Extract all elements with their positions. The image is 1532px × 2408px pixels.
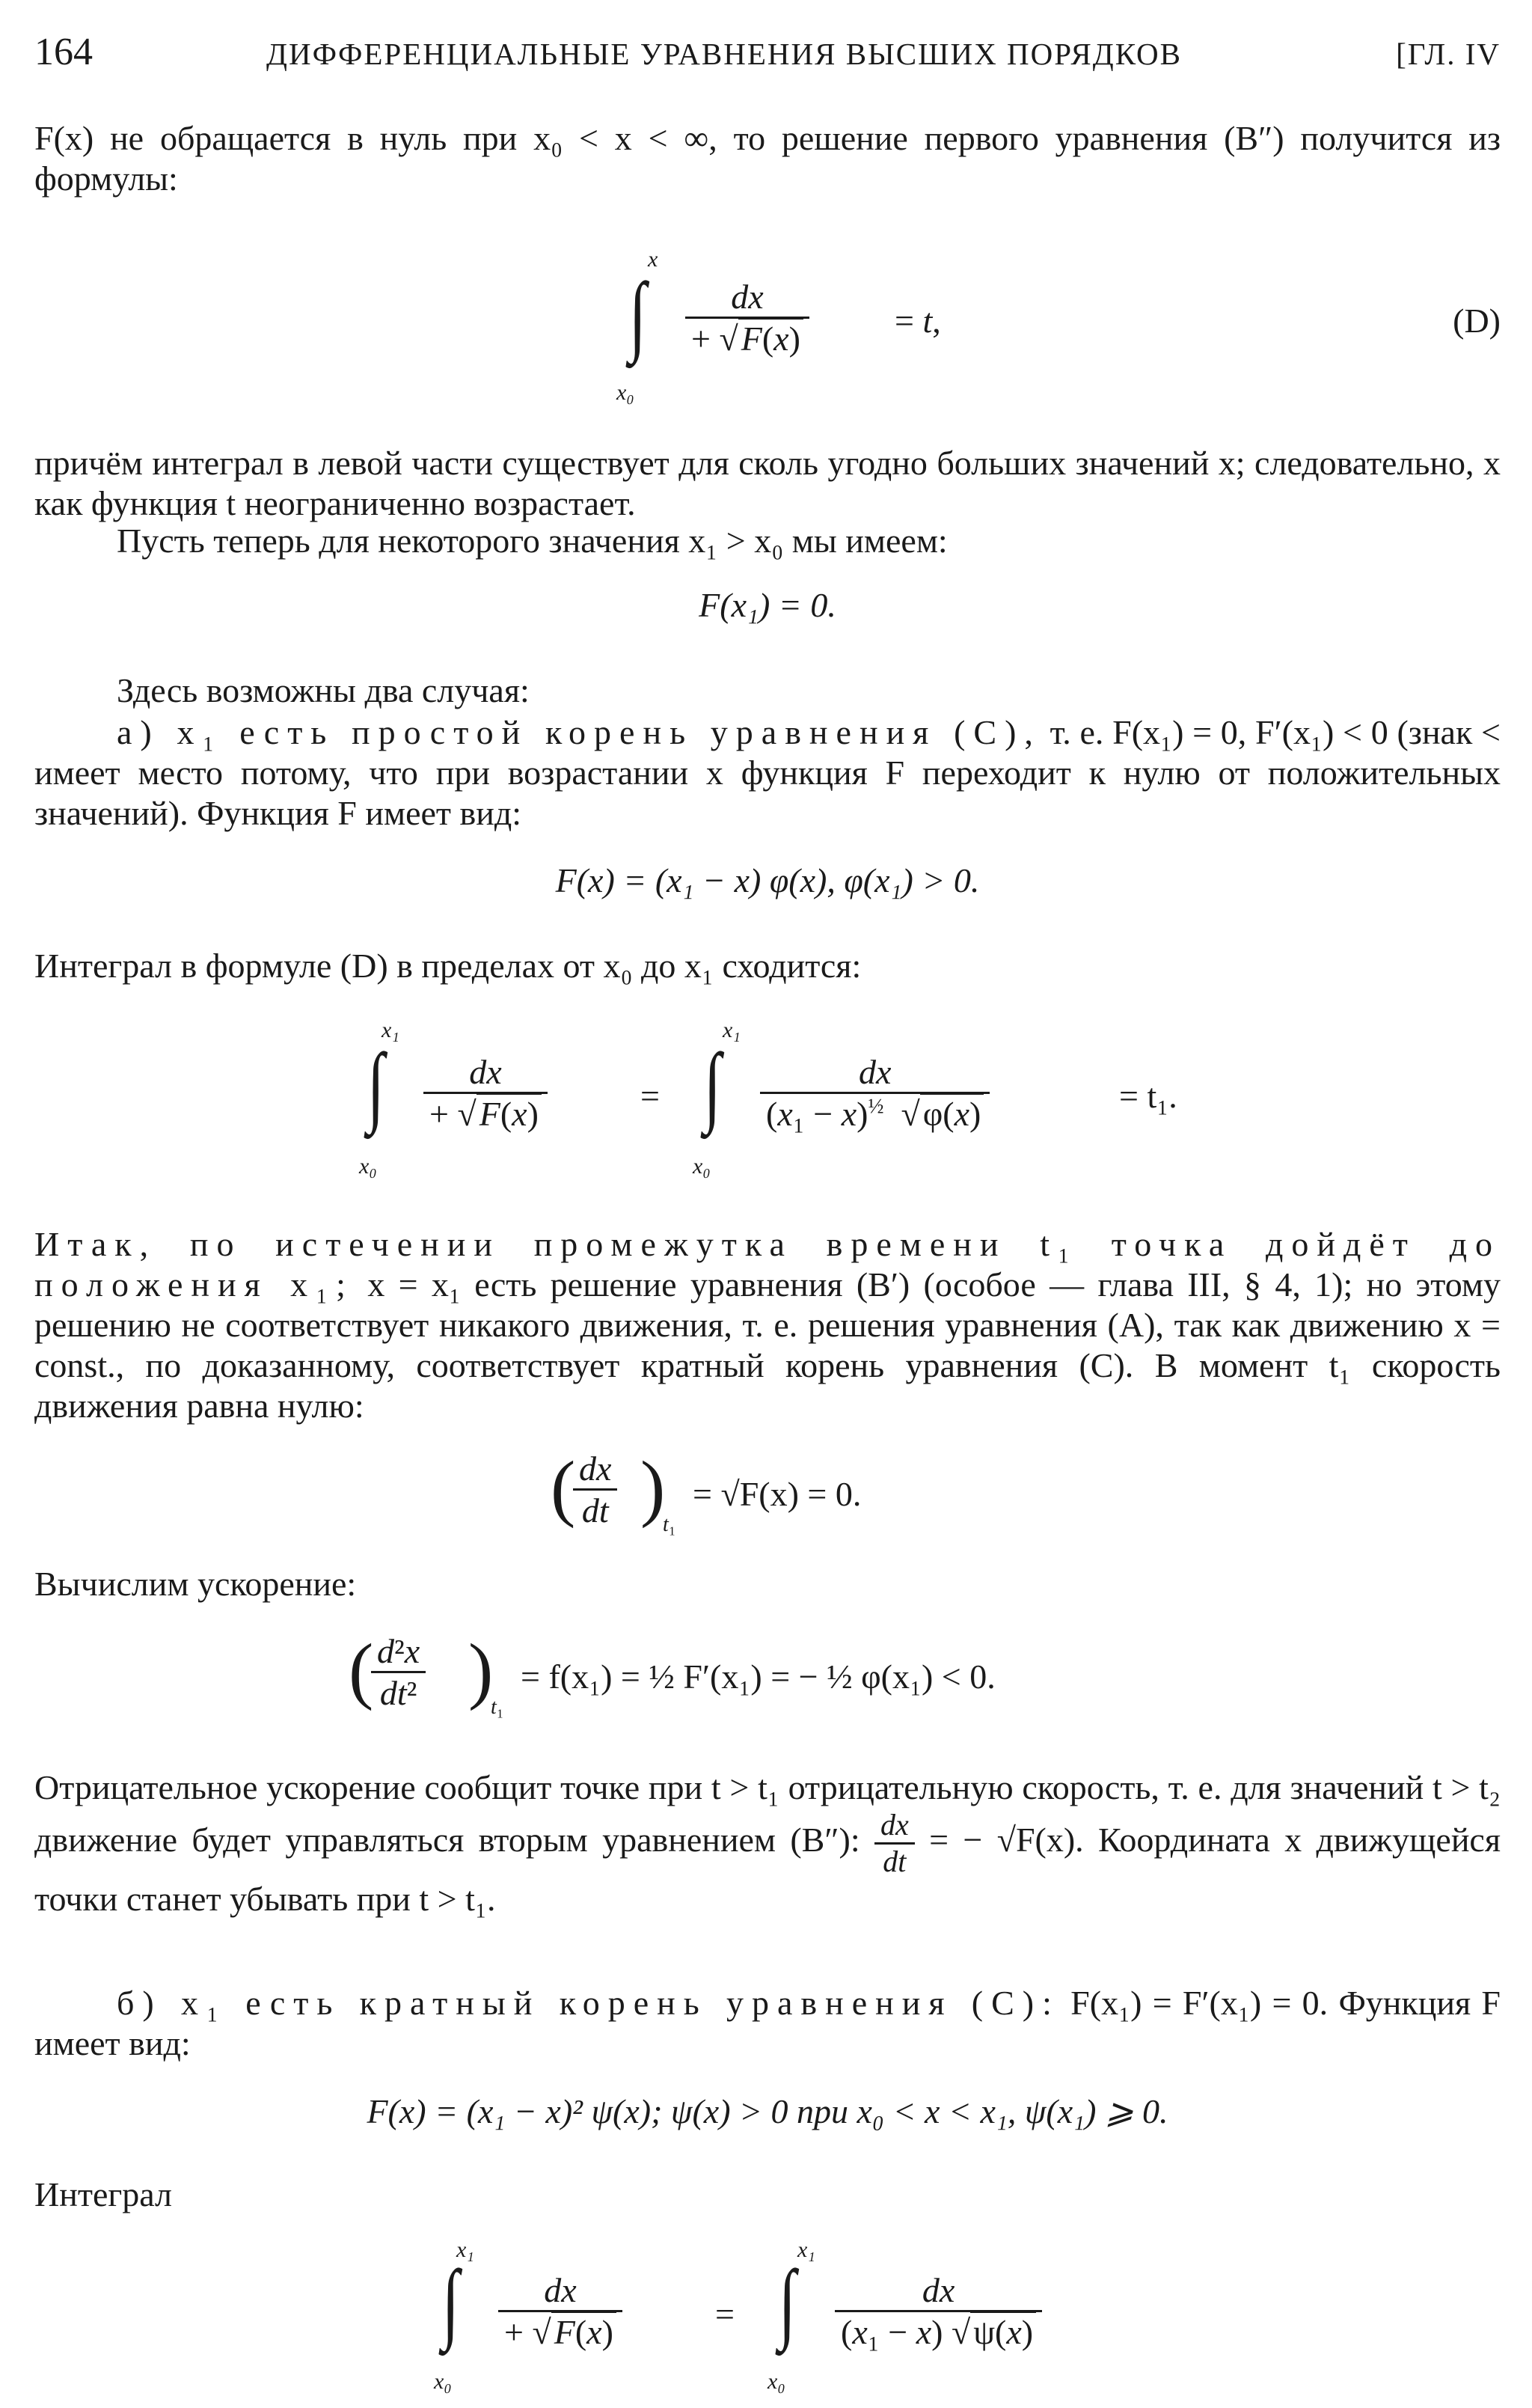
equation-D bbox=[610, 247, 1029, 412]
case-b-text: F(x₁) = F′(x₁) = 0. Функция F имеет вид: bbox=[34, 1984, 1501, 2062]
equals-t1: = t₁. bbox=[1119, 1077, 1177, 1115]
page-number: 164 bbox=[34, 31, 93, 73]
equals-t: = t, bbox=[895, 302, 941, 340]
paragraph-integral-exists: причём интеграл в левой части существует для сколь угодно больших значений x; следовательно, x как функция t неограниченно возрастает. bbox=[34, 444, 1501, 522]
book-page bbox=[34, 22, 1501, 2395]
paragraph-suppose: Пусть теперь для некоторого значения x₁ > x₀ мы имеем: bbox=[117, 522, 948, 560]
case-a-text: т. е. F(x₁) = 0, F′(x₁) < 0 (знак < имеет место потому, что при возрастании x функция F переходит к нулю от положительных значений). Функция F имеет вид: bbox=[34, 713, 1501, 832]
integral-sign: ∫ bbox=[628, 264, 646, 364]
fraction-dx-sqrtF: $\frac{dx}{+ √F(x)}$ bbox=[685, 277, 809, 358]
paragraph-compute-accel: Вычислим ускорение: bbox=[34, 1565, 357, 1603]
paragraph-two-cases: Здесь возможны два случая: bbox=[117, 671, 530, 709]
equation-acceleration: ( $\frac{\text{d²x}}{\text{dt²}}$ ) t₁ = f(x₁) = ½ F′(x₁) = − ½ φ(x₁) < 0. bbox=[349, 1628, 996, 1719]
paragraph-intro: F(x) не обращается в нуль при x₀ < x < ∞, то решение первого уравнения (B″) получится из формулы: bbox=[34, 119, 1501, 198]
fraction-right: $\frac{dx}{(x_1 - x)^{\frac{1}{2}} √\varphi(x)}$ bbox=[760, 1052, 990, 1134]
equation-velocity: ( $\frac{dx}{dt}$ ) t₁ = √F(x) = 0. bbox=[551, 1446, 862, 1536]
paragraph-thus bbox=[34, 1224, 1501, 1426]
equation-integral-psi: x₁ ∫ x₀ $\frac{dx}{+ √F(x)}$ = x₁ ∫ x₀ $\frac{dx}{\text{(x₁ − x) √ψ(x)}}$ bbox=[423, 2237, 1246, 2395]
integral-lower-limit: x₀ bbox=[616, 380, 634, 405]
velocity-rhs: = √F(x) = 0. bbox=[693, 1475, 862, 1513]
running-header bbox=[34, 30, 1501, 82]
acceleration-rhs: = f(x₁) = ½ F′(x₁) = − ½ φ(x₁) < 0. bbox=[521, 1657, 996, 1696]
paragraph-integral: Интеграл bbox=[34, 2175, 172, 2213]
equation-label-D: (D) bbox=[1453, 302, 1501, 340]
running-title: ДИФФЕРЕНЦИАЛЬНЫЕ УРАВНЕНИЯ ВЫСШИХ ПОРЯДКОВ bbox=[266, 37, 1183, 71]
fraction-left: $\frac{dx}{+ √F(x)}$ bbox=[423, 1052, 548, 1134]
integral-upper-limit: x bbox=[648, 247, 658, 272]
equation-integral-t1: x₁ ∫ x₀ $\frac{dx}{+ √F(x)}$ = x₁ ∫ x₀ $\frac{dx}{(x_1 - x)^{\frac{1}{2}} √\varphi(x)}$ = t₁. bbox=[359, 1018, 1177, 1179]
paragraph-integral-converges: Интеграл в формуле (D) в пределах от x₀ до x₁ сходится: bbox=[34, 947, 862, 985]
thus-spaced: Итак, по истечении промежутка времени t₁ точка дойдёт до положения x₁; bbox=[34, 1225, 1501, 1304]
thus-text: x = x₁ есть решение уравнения (B′) (особое — глава III, § 4, 1); но этому решению не соответствует никакого движения, т. е. решения уравнения (A), так как движению x = const., по доказанному, соответствует кратный корень уравнения (C). В момент t₁ скорость движения равна нулю: bbox=[34, 1265, 1501, 1425]
integral-sign-left: ∫ bbox=[367, 1035, 384, 1134]
paragraph-case-a bbox=[34, 712, 1501, 834]
equation-psi-form: F(x) = (x₁ − x)² ψ(x); ψ(x) > 0 при x₀ < x < x₁, ψ(x₁) ⩾ 0. bbox=[367, 2092, 1168, 2130]
integral-sign-right: ∫ bbox=[703, 1035, 721, 1134]
chapter-label: [ГЛ. IV bbox=[1396, 37, 1501, 71]
neg-accel-eq: = − √F(x). Координата x движущейся точки станет убывать при t > t₁. bbox=[34, 1821, 1501, 1918]
case-a-spaced: а) x₁ есть простой корень уравнения (C), bbox=[117, 713, 1041, 751]
paragraph-case-b bbox=[34, 1983, 1501, 2064]
neg-accel-text: Отрицательное ускорение сообщит точке при t > t₁ отрицательную скорость, т. е. для значений t > t₂ движение будет управляться вторым уравнением (B″): bbox=[34, 1768, 1501, 1860]
equation-F-x1-zero: F(x₁) = 0. bbox=[699, 586, 836, 624]
paragraph-negative-accel: Отрицательное ускорение сообщит точке при t > t₁ отрицательную скорость, т. е. для значений t > t₂ движение будет управляться вторым уравнением (B″): $\frac{dx}{dt}$ = − √F(x). Координата x движущейся точки станет убывать при t > t₁. bbox=[34, 1768, 1501, 1918]
equation-phi-form: F(x) = (x₁ − x) φ(x), φ(x₁) > 0. bbox=[555, 861, 980, 899]
case-b-spaced: б) x₁ есть кратный корень уравнения (C): bbox=[117, 1984, 1060, 2022]
